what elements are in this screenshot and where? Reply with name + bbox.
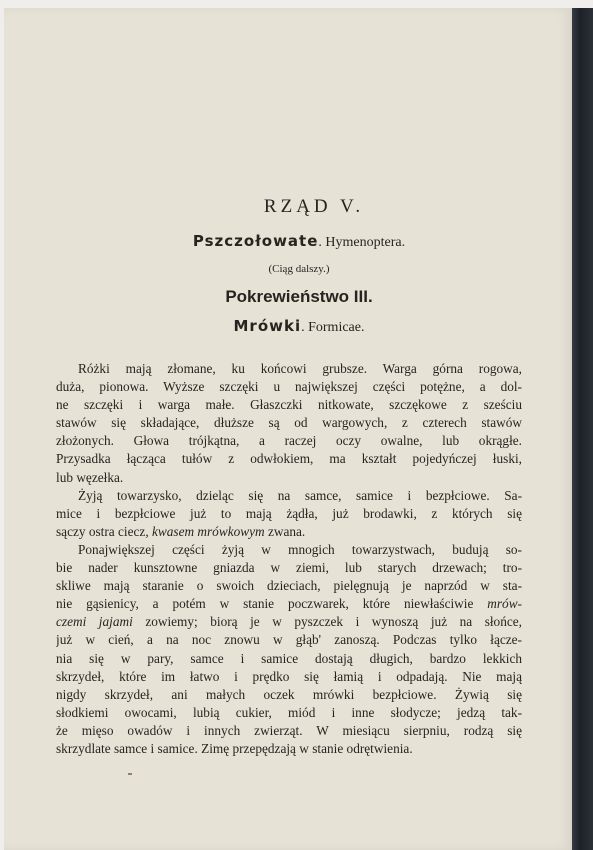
subfamily-name: Mrówki [233,317,302,335]
family-heading [76,232,522,251]
text-line: Przysadka łącząca tułów z odwłokiem, ma kształt pojedyńczej łuski, [56,451,522,467]
text-line: skrzydeł, które im łatwo i prędko się łamią i odpadają. Nie mają [56,668,522,684]
text-run: zowiemy; biorą je w pyszczek i wynoszą już na słońce, [145,614,522,630]
text-line: mice i bezpłciowe już to mają żądła, już brodawki, z których się [56,505,522,521]
text-line: duża, pionowa. Wyższe szczęki u największej części potężne, a dol- [56,379,522,395]
text-line: skliwe mają staranie o swoich dzieciach, pielęgnują je naprzód w sta- [56,578,522,594]
body-text [56,360,522,758]
text-line: ne szczęki i warga małe. Głaszczki nitkowate, szczękowe z sześciu [56,397,522,413]
text-run: nie gąsienicy, a potém w stanie poczwarek, które niewłaściwie [56,596,474,612]
page-content [56,196,522,758]
ink-speck [128,773,132,775]
italic-term: mrów- [487,596,522,612]
text-line [56,523,522,541]
order-heading: RZĄD V. [263,196,365,217]
text-line: złożonych. Głowa trójkątna, a raczej oczy owalne, lub okrągłe. [56,433,522,449]
family-separator: . [318,235,326,250]
text-line: Żyją towarzysko, dzieląc się na samce, samice i bezpłciowe. Sa- [78,487,522,503]
family-name: Pszczołowate [192,232,319,250]
text-line: słodkiemi owocami, lubią cukier, miód i inne słodycze; jedzą tak- [56,704,522,720]
text-run: zwana. [267,523,306,539]
text-line: Ponajwiększej części żyją w mnogich towarzystwach, budują so- [78,541,522,557]
text-line: skrzydlate samce i samice. Zimę przepędzają w stanie odrętwienia. [56,740,413,756]
text-line: nia się w pary, samce i samice dostają długich, bardzo lekkich [56,650,522,666]
subfamily-heading [76,317,522,336]
continuation-note: (Ciąg dalszy.) [268,263,330,275]
family-latin: Hymenoptera. [325,235,406,250]
text-line [56,613,522,631]
text-run: sączy ostra ciecz, [56,523,149,539]
text-line: stawów się składające, dłuższe są od wargowych, z czterech stawów [56,415,522,431]
text-line: Różki mają złomane, ku końcowi grubsze. Warga górna rogowa, [78,361,522,376]
kinship-heading: Pokrewieństwo III. [225,287,373,306]
text-line: nigdy skrzydeł, ani małych oczek mrówki bezpłciowe. Żywią się [56,686,522,702]
text-line: już w cień, a na noc znowu w głąb' zanoszą. Podczas tylko łącze- [56,632,522,648]
text-line [56,595,522,613]
book-cover-edge [571,8,593,850]
italic-term: czemi jajami [56,614,133,630]
subfamily-latin: Formicae. [308,320,365,335]
text-line: lub węzełka. [56,469,124,485]
subfamily-separator: . [301,320,309,335]
italic-term: kwasem mrówkowym [151,523,265,539]
text-line: że mięso owadów i innych zwierząt. W miesiącu sierpniu, rodzą się [56,722,522,738]
text-line: bie nader kunsztowne gniazda w ziemi, lub starych drzewach; tro- [56,560,522,576]
